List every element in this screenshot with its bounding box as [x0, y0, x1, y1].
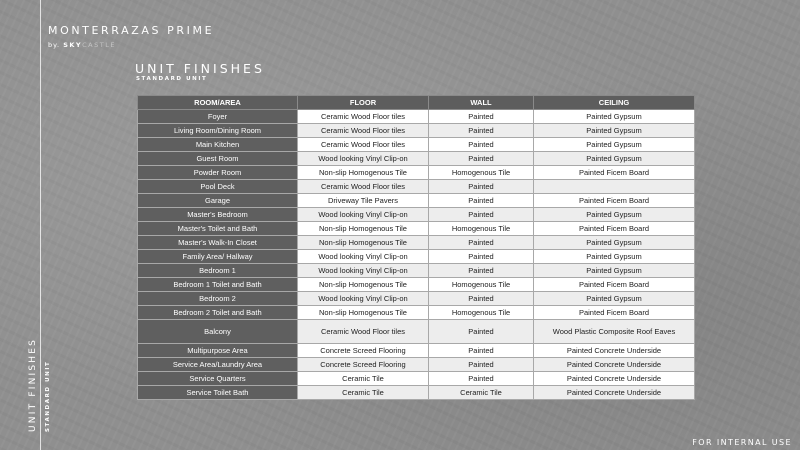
floor-cell: Ceramic Wood Floor tiles — [298, 320, 429, 344]
ceiling-cell: Painted Gypsum — [534, 292, 695, 306]
floor-cell: Wood looking Vinyl Clip-on — [298, 264, 429, 278]
ceiling-cell: Painted Concrete Underside — [534, 372, 695, 386]
wall-cell: Homogenous Tile — [429, 278, 534, 292]
ceiling-cell: Painted Ficem Board — [534, 194, 695, 208]
floor-cell: Concrete Screed Flooring — [298, 358, 429, 372]
room-cell: Service Toilet Bath — [138, 386, 298, 400]
ceiling-cell — [534, 180, 695, 194]
wall-cell: Painted — [429, 236, 534, 250]
ceiling-cell: Painted Concrete Underside — [534, 344, 695, 358]
side-subtitle: STANDARD UNIT — [45, 360, 51, 432]
table-header-row — [138, 96, 695, 110]
floor-cell: Concrete Screed Flooring — [298, 344, 429, 358]
header-wall: WALL — [429, 96, 534, 110]
table-row — [138, 386, 695, 400]
table-row — [138, 292, 695, 306]
wall-cell: Ceramic Tile — [429, 386, 534, 400]
table-row — [138, 180, 695, 194]
floor-cell: Ceramic Tile — [298, 386, 429, 400]
table-row — [138, 358, 695, 372]
floor-cell: Ceramic Tile — [298, 372, 429, 386]
side-title: UNIT FINISHES — [28, 337, 38, 432]
room-cell: Living Room/Dining Room — [138, 124, 298, 138]
room-cell: Service Quarters — [138, 372, 298, 386]
room-cell: Foyer — [138, 110, 298, 124]
ceiling-cell: Painted Gypsum — [534, 250, 695, 264]
ceiling-cell: Painted Concrete Underside — [534, 386, 695, 400]
wall-cell: Painted — [429, 320, 534, 344]
header-ceiling: CEILING — [534, 96, 695, 110]
floor-cell: Non-slip Homogenous Tile — [298, 236, 429, 250]
ceiling-cell: Painted Gypsum — [534, 264, 695, 278]
wall-cell: Painted — [429, 194, 534, 208]
floor-cell: Wood looking Vinyl Clip-on — [298, 292, 429, 306]
table-row — [138, 372, 695, 386]
wall-cell: Painted — [429, 292, 534, 306]
page-title: UNIT FINISHES — [135, 61, 265, 76]
floor-cell: Non-slip Homogenous Tile — [298, 166, 429, 180]
table-row — [138, 344, 695, 358]
table-row — [138, 264, 695, 278]
table-row — [138, 166, 695, 180]
wall-cell: Painted — [429, 180, 534, 194]
room-cell: Master's Bedroom — [138, 208, 298, 222]
room-cell: Service Area/Laundry Area — [138, 358, 298, 372]
wall-cell: Painted — [429, 264, 534, 278]
table-row — [138, 250, 695, 264]
wall-cell: Painted — [429, 208, 534, 222]
wall-cell: Painted — [429, 358, 534, 372]
ceiling-cell: Painted Ficem Board — [534, 306, 695, 320]
table-row — [138, 320, 695, 344]
wall-cell: Painted — [429, 138, 534, 152]
room-cell: Bedroom 2 Toilet and Bath — [138, 306, 298, 320]
header-room-area: ROOM/AREA — [138, 96, 298, 110]
table-row — [138, 138, 695, 152]
brand-name: MONTERRAZAS PRIME — [48, 24, 215, 37]
table-row — [138, 110, 695, 124]
wall-cell: Painted — [429, 250, 534, 264]
page-subtitle: STANDARD UNIT — [136, 76, 208, 82]
ceiling-cell: Painted Ficem Board — [534, 222, 695, 236]
floor-cell: Non-slip Homogenous Tile — [298, 306, 429, 320]
room-cell: Main Kitchen — [138, 138, 298, 152]
internal-use-footer: FOR INTERNAL USE — [692, 438, 792, 447]
room-cell: Bedroom 2 — [138, 292, 298, 306]
floor-cell: Non-slip Homogenous Tile — [298, 222, 429, 236]
room-cell: Garage — [138, 194, 298, 208]
room-cell: Master's Walk-In Closet — [138, 236, 298, 250]
table-row — [138, 278, 695, 292]
room-cell: Powder Room — [138, 166, 298, 180]
wall-cell: Painted — [429, 110, 534, 124]
ceiling-cell: Painted Gypsum — [534, 110, 695, 124]
room-cell: Balcony — [138, 320, 298, 344]
ceiling-cell: Painted Gypsum — [534, 124, 695, 138]
floor-cell: Driveway Tile Pavers — [298, 194, 429, 208]
room-cell: Bedroom 1 Toilet and Bath — [138, 278, 298, 292]
floor-cell: Ceramic Wood Floor tiles — [298, 138, 429, 152]
wall-cell: Painted — [429, 152, 534, 166]
room-cell: Master's Toilet and Bath — [138, 222, 298, 236]
ceiling-cell: Painted Ficem Board — [534, 278, 695, 292]
wall-cell: Homogenous Tile — [429, 166, 534, 180]
ceiling-cell: Painted Gypsum — [534, 236, 695, 250]
table-row — [138, 194, 695, 208]
wall-cell: Painted — [429, 372, 534, 386]
floor-cell: Wood looking Vinyl Clip-on — [298, 208, 429, 222]
floor-cell: Non-slip Homogenous Tile — [298, 278, 429, 292]
room-cell: Guest Room — [138, 152, 298, 166]
table-row — [138, 236, 695, 250]
floor-cell: Ceramic Wood Floor tiles — [298, 110, 429, 124]
wall-cell: Painted — [429, 124, 534, 138]
finishes-table — [137, 95, 695, 400]
brand-byline — [48, 41, 116, 49]
table-row — [138, 306, 695, 320]
table-row — [138, 124, 695, 138]
ceiling-cell: Painted Gypsum — [534, 152, 695, 166]
wall-cell: Painted — [429, 344, 534, 358]
room-cell: Family Area/ Hallway — [138, 250, 298, 264]
header-floor: FLOOR — [298, 96, 429, 110]
room-cell: Multipurpose Area — [138, 344, 298, 358]
brand-by-label: by. — [48, 41, 61, 49]
brand-sky: SKY — [63, 41, 83, 49]
brand-castle: CASTLE — [82, 41, 116, 49]
table-row — [138, 152, 695, 166]
ceiling-cell: Painted Gypsum — [534, 138, 695, 152]
vertical-divider-line — [40, 0, 41, 450]
table-row — [138, 208, 695, 222]
room-cell: Pool Deck — [138, 180, 298, 194]
ceiling-cell: Painted Concrete Underside — [534, 358, 695, 372]
ceiling-cell: Painted Ficem Board — [534, 166, 695, 180]
room-cell: Bedroom 1 — [138, 264, 298, 278]
wall-cell: Homogenous Tile — [429, 222, 534, 236]
ceiling-cell: Wood Plastic Composite Roof Eaves — [534, 320, 695, 344]
floor-cell: Ceramic Wood Floor tiles — [298, 124, 429, 138]
table-row — [138, 222, 695, 236]
floor-cell: Wood looking Vinyl Clip-on — [298, 152, 429, 166]
ceiling-cell: Painted Gypsum — [534, 208, 695, 222]
floor-cell: Ceramic Wood Floor tiles — [298, 180, 429, 194]
floor-cell: Wood looking Vinyl Clip-on — [298, 250, 429, 264]
wall-cell: Homogenous Tile — [429, 306, 534, 320]
